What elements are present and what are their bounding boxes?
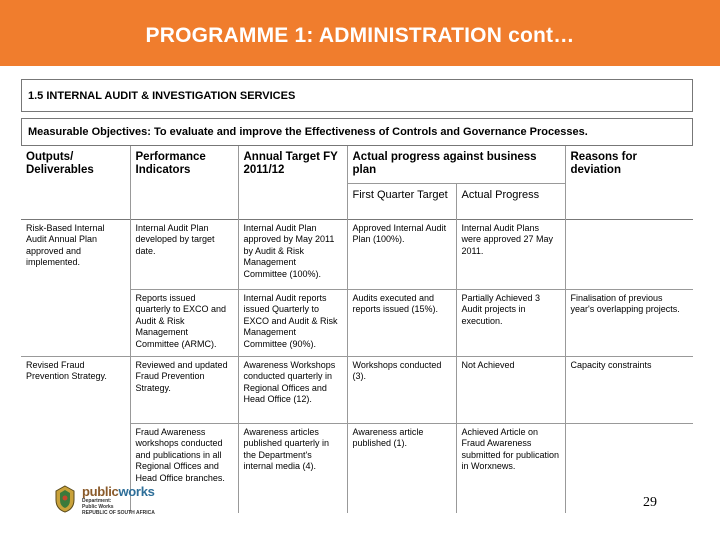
public-works-logo bbox=[52, 484, 202, 514]
department-lines bbox=[82, 498, 155, 516]
output-cell: Risk-Based Internal Audit Annual Plan approved and implemented. bbox=[21, 219, 130, 289]
header-actual-progress-plan: Actual progress against business plan bbox=[347, 146, 565, 183]
dept-line-3: REPUBLIC OF SOUTH AFRICA bbox=[82, 510, 155, 516]
indicator-cell: Fraud Awareness workshops conducted and publications in all Regional Offices and Head Office branches. bbox=[130, 423, 238, 513]
target-cell: Internal Audit reports issued Quarterly to EXCO and Audit & Risk Management Committee (90%). bbox=[238, 289, 347, 356]
dept-line-2: Public Works bbox=[82, 504, 114, 510]
section-heading: 1.5 INTERNAL AUDIT & INVESTIGATION SERVICES bbox=[28, 90, 296, 102]
section-heading-box bbox=[21, 79, 693, 112]
table-row bbox=[21, 289, 693, 356]
slide-title: PROGRAMME 1: ADMINISTRATION cont… bbox=[145, 24, 575, 47]
target-cell: Awareness articles published quarterly in the Department's internal media (4). bbox=[238, 423, 347, 513]
table-row bbox=[21, 219, 693, 289]
actual-progress-cell: Not Achieved bbox=[456, 356, 565, 423]
reason-cell: Capacity constraints bbox=[565, 356, 693, 423]
reason-cell bbox=[565, 423, 693, 513]
brand-wordmark bbox=[82, 484, 155, 499]
actual-progress-cell: Internal Audit Plans were approved 27 May 2011. bbox=[456, 219, 565, 289]
output-cell bbox=[21, 289, 130, 356]
target-cell: Awareness Workshops conducted quarterly in Regional Offices and Head Office (12). bbox=[238, 356, 347, 423]
header-annual-target: Annual Target FY 2011/12 bbox=[238, 146, 347, 219]
brand-part-2: works bbox=[118, 484, 155, 499]
indicator-cell: Reports issued quarterly to EXCO and Audit & Risk Management Committee (ARMC). bbox=[130, 289, 238, 356]
header-actual-progress: Actual Progress bbox=[456, 183, 565, 219]
q1-target-cell: Awareness article published (1). bbox=[347, 423, 456, 513]
indicator-cell: Internal Audit Plan developed by target date. bbox=[130, 219, 238, 289]
indicator-cell: Reviewed and updated Fraud Prevention Strategy. bbox=[130, 356, 238, 423]
actual-progress-cell: Achieved Article on Fraud Awareness submitted for publication in Worxnews. bbox=[456, 423, 565, 513]
measurable-objective: Measurable Objectives: To evaluate and improve the Effectiveness of Controls and Governance Processes. bbox=[28, 126, 588, 138]
output-cell: Revised Fraud Prevention Strategy. bbox=[21, 356, 130, 423]
header-outputs: Outputs/ Deliverables bbox=[26, 151, 94, 176]
q1-target-cell: Audits executed and reports issued (15%). bbox=[347, 289, 456, 356]
title-banner bbox=[0, 0, 720, 66]
objective-box bbox=[21, 118, 693, 146]
header-first-quarter-target: First Quarter Target bbox=[347, 183, 456, 219]
dept-line-1: Department: bbox=[82, 498, 112, 504]
reason-cell bbox=[565, 219, 693, 289]
q1-target-cell: Approved Internal Audit Plan (100%). bbox=[347, 219, 456, 289]
performance-table bbox=[21, 146, 693, 513]
coat-of-arms-icon bbox=[52, 484, 78, 514]
actual-progress-cell: Partially Achieved 3 Audit projects in execution. bbox=[456, 289, 565, 356]
reason-cell: Finalisation of previous year's overlapping projects. bbox=[565, 289, 693, 356]
target-cell: Internal Audit Plan approved by May 2011 by Audit & Risk Management Committee (100%). bbox=[238, 219, 347, 289]
page-number: 29 bbox=[643, 495, 657, 510]
header-indicators: Performance Indicators bbox=[130, 146, 238, 219]
q1-target-cell: Workshops conducted (3). bbox=[347, 356, 456, 423]
brand-part-1: public bbox=[82, 484, 119, 499]
header-reasons: Reasons for deviation bbox=[565, 146, 693, 219]
table-row bbox=[21, 356, 693, 423]
